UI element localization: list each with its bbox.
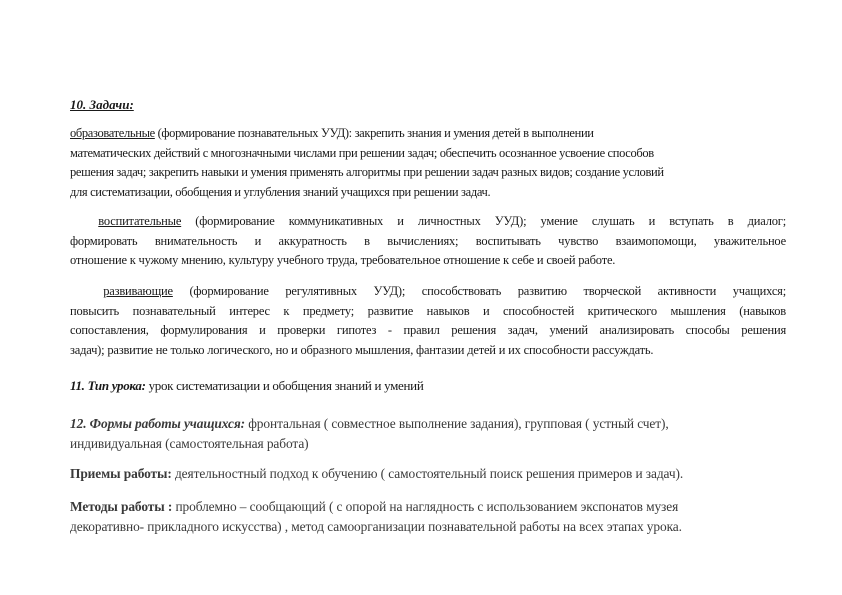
section-10-heading [70,97,786,113]
work-methods-line-1 [70,497,786,517]
work-methods-line-1-text: проблемно – сообщающий ( с опорой на наглядность с использованием экспонатов музея [172,499,679,514]
task-upbringing-paragraph [70,212,786,271]
developing-line-1 [70,282,786,302]
section-12-line-1 [70,414,786,434]
work-methods [70,497,786,537]
section-12-work-forms [70,414,786,454]
upbringing-line-1-text: (формирование коммуникативных и личностных УУД); умение слушать и вступать в диалог; [181,214,786,228]
work-methods-label: Методы работы : [70,499,173,514]
section-11-lesson-type [70,378,786,394]
upbringing-line-3: отношение к чужому мнению, культуру учебного труда, требовательное отношение к себе и своей работе. [70,253,616,267]
upbringing-line-2: формировать внимательность и аккуратность в вычислениях; воспитывать чувство взаимопомощи, уважительное [70,233,786,248]
educational-term: образовательные [70,126,155,140]
work-methods-line-2: декоративно- прикладного искусства) , метод самоорганизации познавательной работы на всех этапах урока. [70,519,682,534]
developing-line-1-text: (формирование регулятивных УУД); способствовать развитию творческой активности учащихся; [172,284,786,298]
educational-line-2: математических действий с многозначными числами при решении задач; обеспечить осознанное усвоение способов [70,145,654,160]
work-techniques-label: Приемы работы: [70,466,172,481]
educational-line-1-text: (формирование познавательных УУД): закрепить знания и умения детей в выполнении [154,126,594,140]
task-developing-paragraph [70,282,786,360]
section-12-line-1-text: фронтальная ( совместное выполнение задания), групповая ( устный счет), [244,416,669,431]
educational-line-1 [70,124,770,144]
developing-indent [70,284,103,298]
section-12-line-2: индивидуальная (самостоятельная работа) [70,436,309,451]
upbringing-line-1 [70,212,786,232]
section-11-label: 11. Тип урока: [70,378,146,393]
upbringing-term: воспитательные [98,214,182,228]
work-techniques-text: деятельностный подход к обучению ( самостоятельный поиск решения примеров и задач). [171,466,684,481]
section-12-label: 12. Формы работы учащихся: [70,416,245,431]
developing-line-3: сопоставления, формулирования и проверки гипотез - правил решения задач, умений анализировать способы решения [70,323,786,337]
task-educational-paragraph [70,124,770,202]
upbringing-indent [70,214,98,228]
section-11-text: урок систематизации и обобщения знаний и умений [145,378,424,393]
developing-line-4: задач); развитие не только логического, но и образного мышления, фантазии детей и их способности рассуждать. [70,342,654,357]
educational-line-4: для систематизации, обобщения и углубления знаний учащихся при решении задач. [70,184,491,199]
educational-line-3: решения задач; закрепить навыки и умения применять алгоритмы при решении задач разных видов; создание условий [70,165,664,179]
section-10-label: 10. Задачи: [70,97,134,112]
work-techniques [70,464,786,484]
developing-term: развивающие [103,284,173,298]
developing-line-2: повысить познавательный интерес к предмету; развитие навыков и способностей критического мышления (навыков [70,303,786,318]
